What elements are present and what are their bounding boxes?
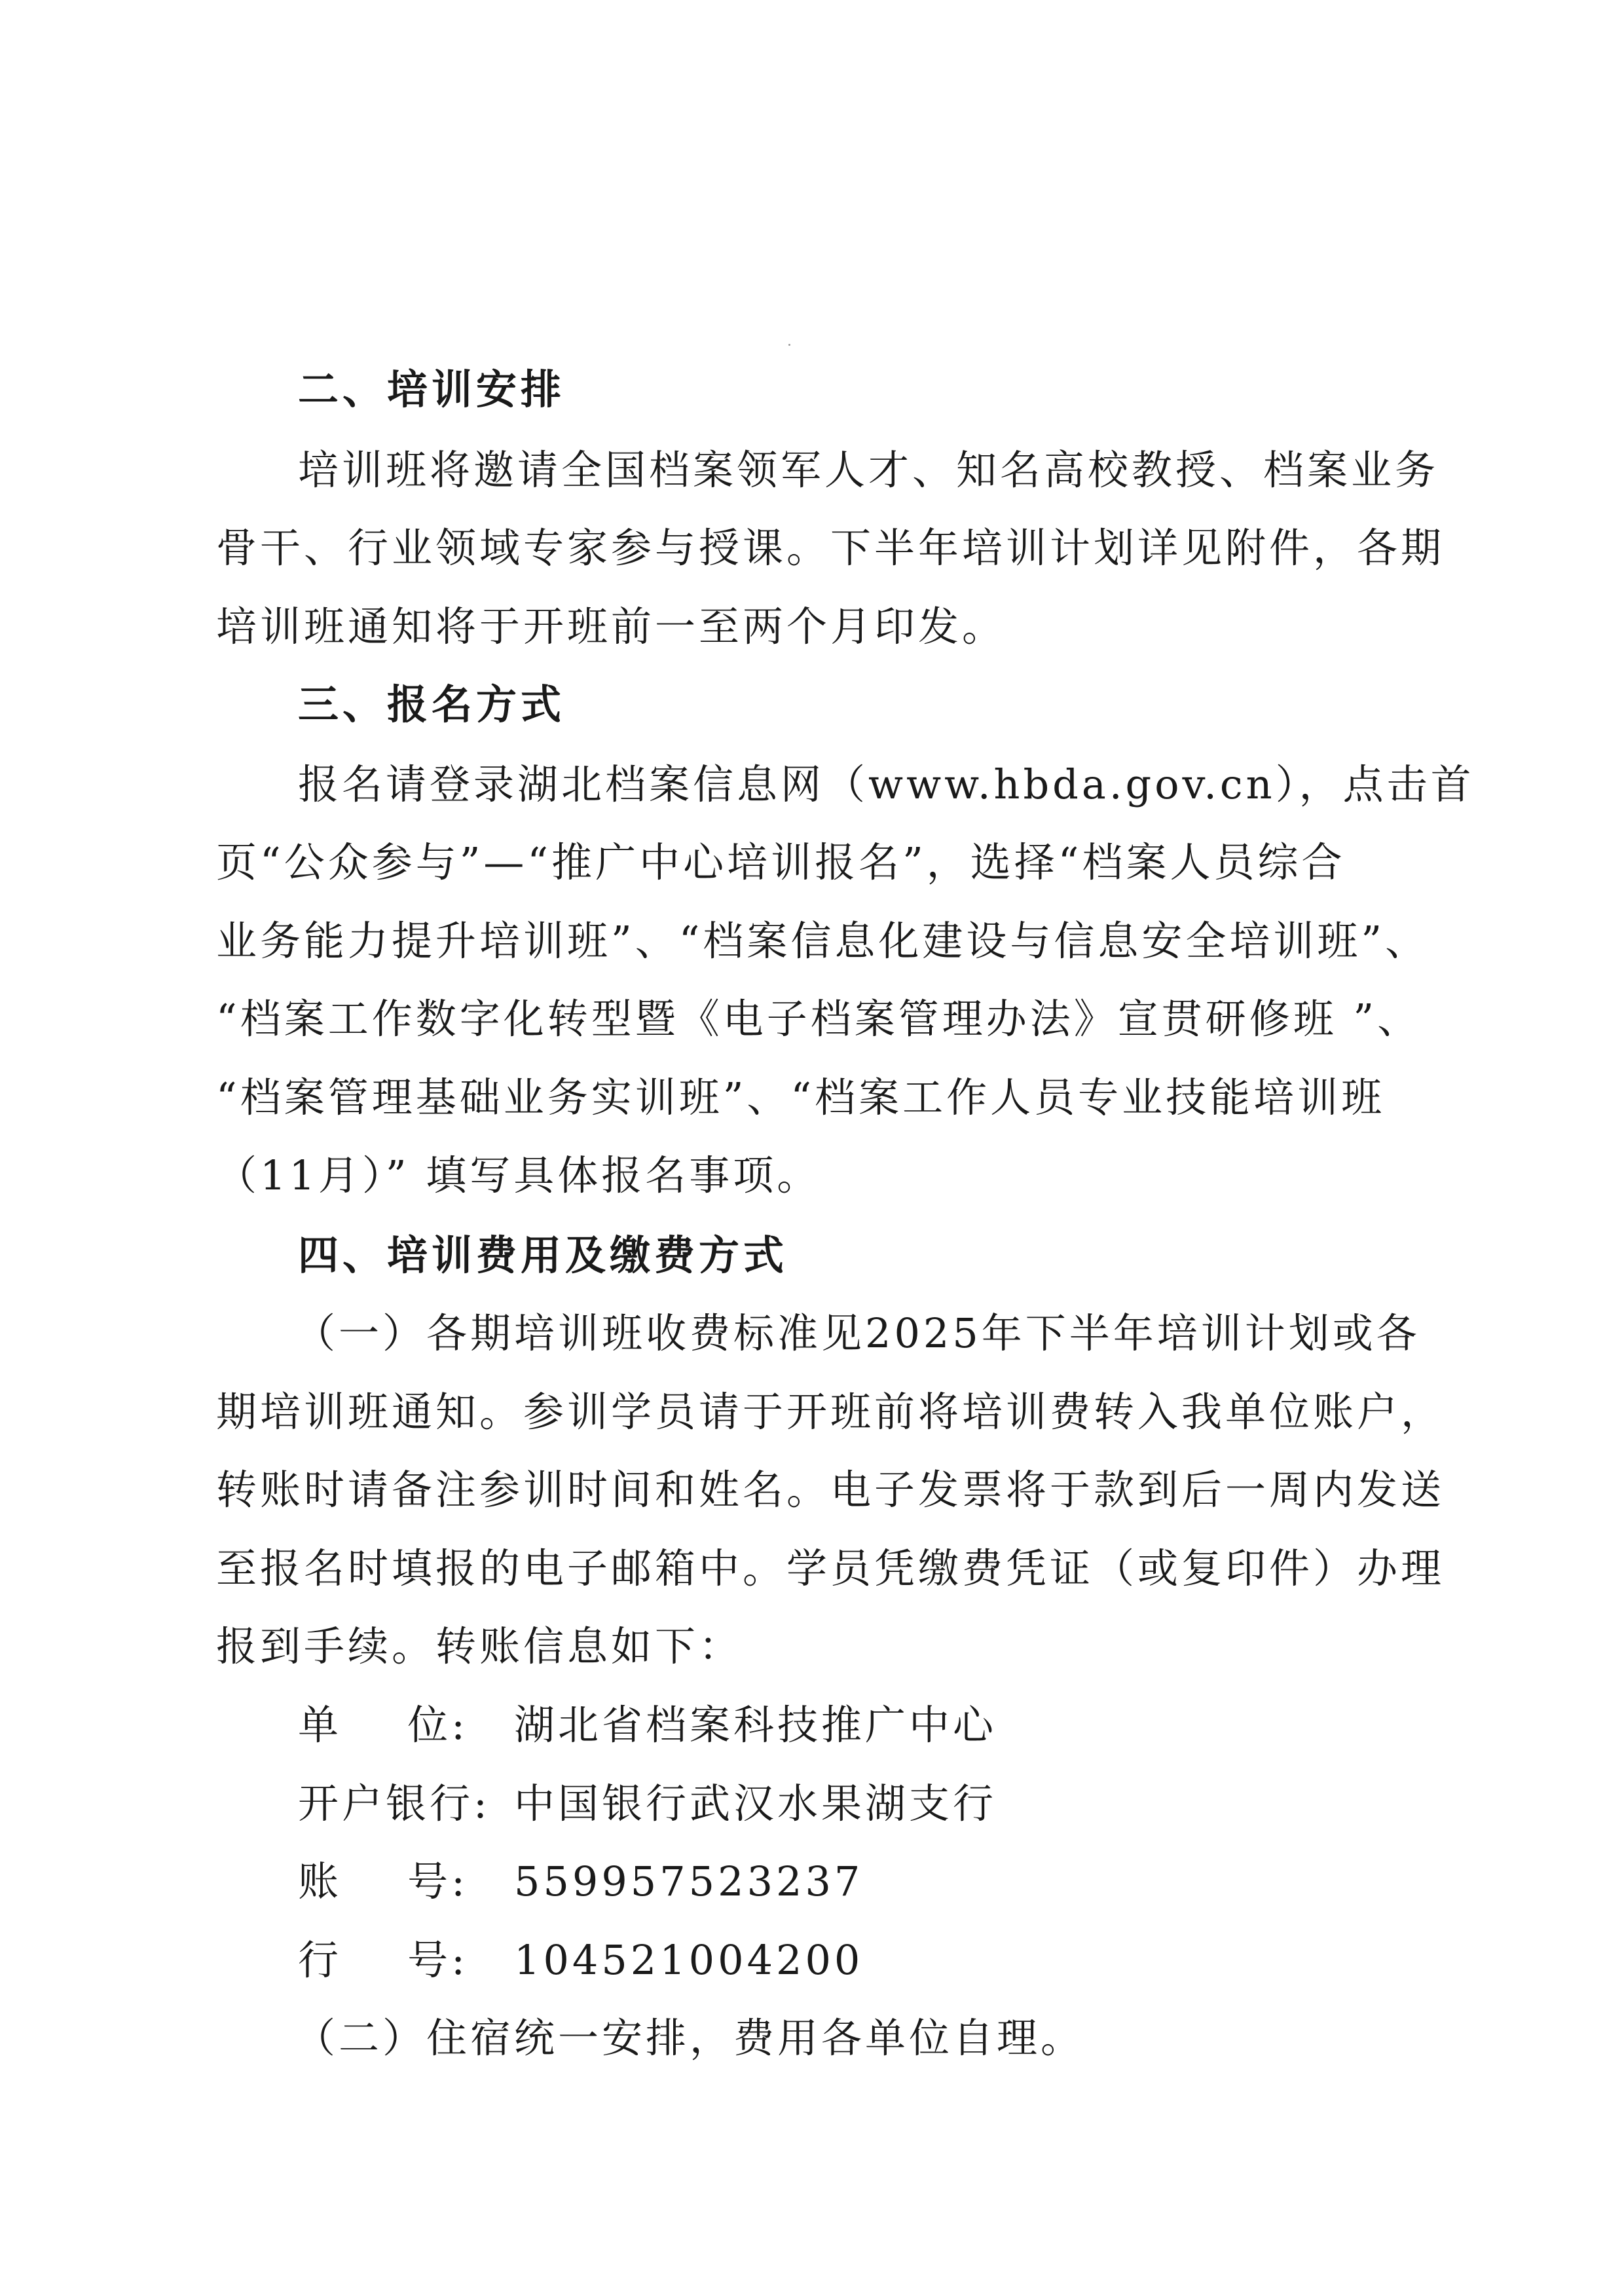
label-part: 号: (407, 1936, 468, 1984)
paragraph-line: “档案管理基础业务实训班”、“档案工作人员专业技能培训班 (216, 1073, 1386, 1121)
bank-code-value: 104521004200 (514, 1936, 864, 1984)
paragraph-line: （二）住宿统一安排，费用各单位自理。 (295, 2014, 1085, 2062)
paragraph-line: 期培训班通知。参训学员请于开班前将培训费转入我单位账户， (216, 1388, 1445, 1436)
scan-speck (788, 344, 790, 346)
bank-code-row (298, 1934, 1215, 1987)
paragraph-line: 培训班将邀请全国档案领军人才、知名高校教授、档案业务 (298, 446, 1439, 494)
paragraph-line: 业务能力提升培训班”、“档案信息化建设与信息安全培训班”、 (216, 917, 1430, 965)
account-number-value: 559957523237 (514, 1857, 864, 1905)
paragraph-line: （一）各期培训班收费标准见2025年下半年培训计划或各 (295, 1309, 1420, 1357)
paragraph-line: 至报名时填报的电子邮箱中。学员凭缴费凭证（或复印件）办理 (216, 1544, 1445, 1592)
account-number-row (298, 1856, 1215, 1908)
account-number-label (298, 1856, 468, 1908)
paragraph-line: （11月）” 填写具体报名事项。 (216, 1151, 821, 1199)
section-heading-registration: 三、报名方式 (298, 681, 566, 728)
bank-code-label (298, 1934, 468, 1987)
label-part: 账 (298, 1857, 342, 1905)
paragraph-line: 转账时请备注参训时间和姓名。电子发票将于款到后一周内发送 (216, 1466, 1445, 1514)
paragraph-line: 报名请登录湖北档案信息网（www.hbda.gov.cn），点击首 (298, 760, 1475, 808)
account-bank-row (298, 1778, 1215, 1830)
label-part: 号: (407, 1857, 468, 1905)
paragraph-line: 报到手续。转账信息如下： (216, 1622, 743, 1670)
paragraph-line: 页“公众参与”—“推广中心培训报名”，选择“档案人员综合 (216, 838, 1346, 886)
account-unit-label (298, 1699, 468, 1751)
account-bank-value: 中国银行武汉水果湖支行 (514, 1780, 997, 1827)
paragraph-line: 骨干、行业领域专家参与授课。下半年培训计划详见附件，各期 (216, 524, 1445, 572)
section-heading-training-arrangement: 二、培训安排 (298, 365, 566, 413)
account-unit-row (298, 1699, 1215, 1751)
label-part: 单 (298, 1701, 342, 1749)
paragraph-line: “档案工作数字化转型暨《电子档案管理办法》宣贯研修班 ”、 (216, 995, 1422, 1043)
paragraph-line: 培训班通知将于开班前一至两个月印发。 (216, 603, 1006, 650)
account-unit-value: 湖北省档案科技推广中心 (514, 1701, 997, 1749)
section-heading-fees: 四、培训费用及缴费方式 (298, 1231, 788, 1279)
label-part: 位: (407, 1701, 468, 1749)
label-part: 行 (298, 1936, 342, 1984)
account-bank-label: 开户银行: (298, 1780, 490, 1827)
